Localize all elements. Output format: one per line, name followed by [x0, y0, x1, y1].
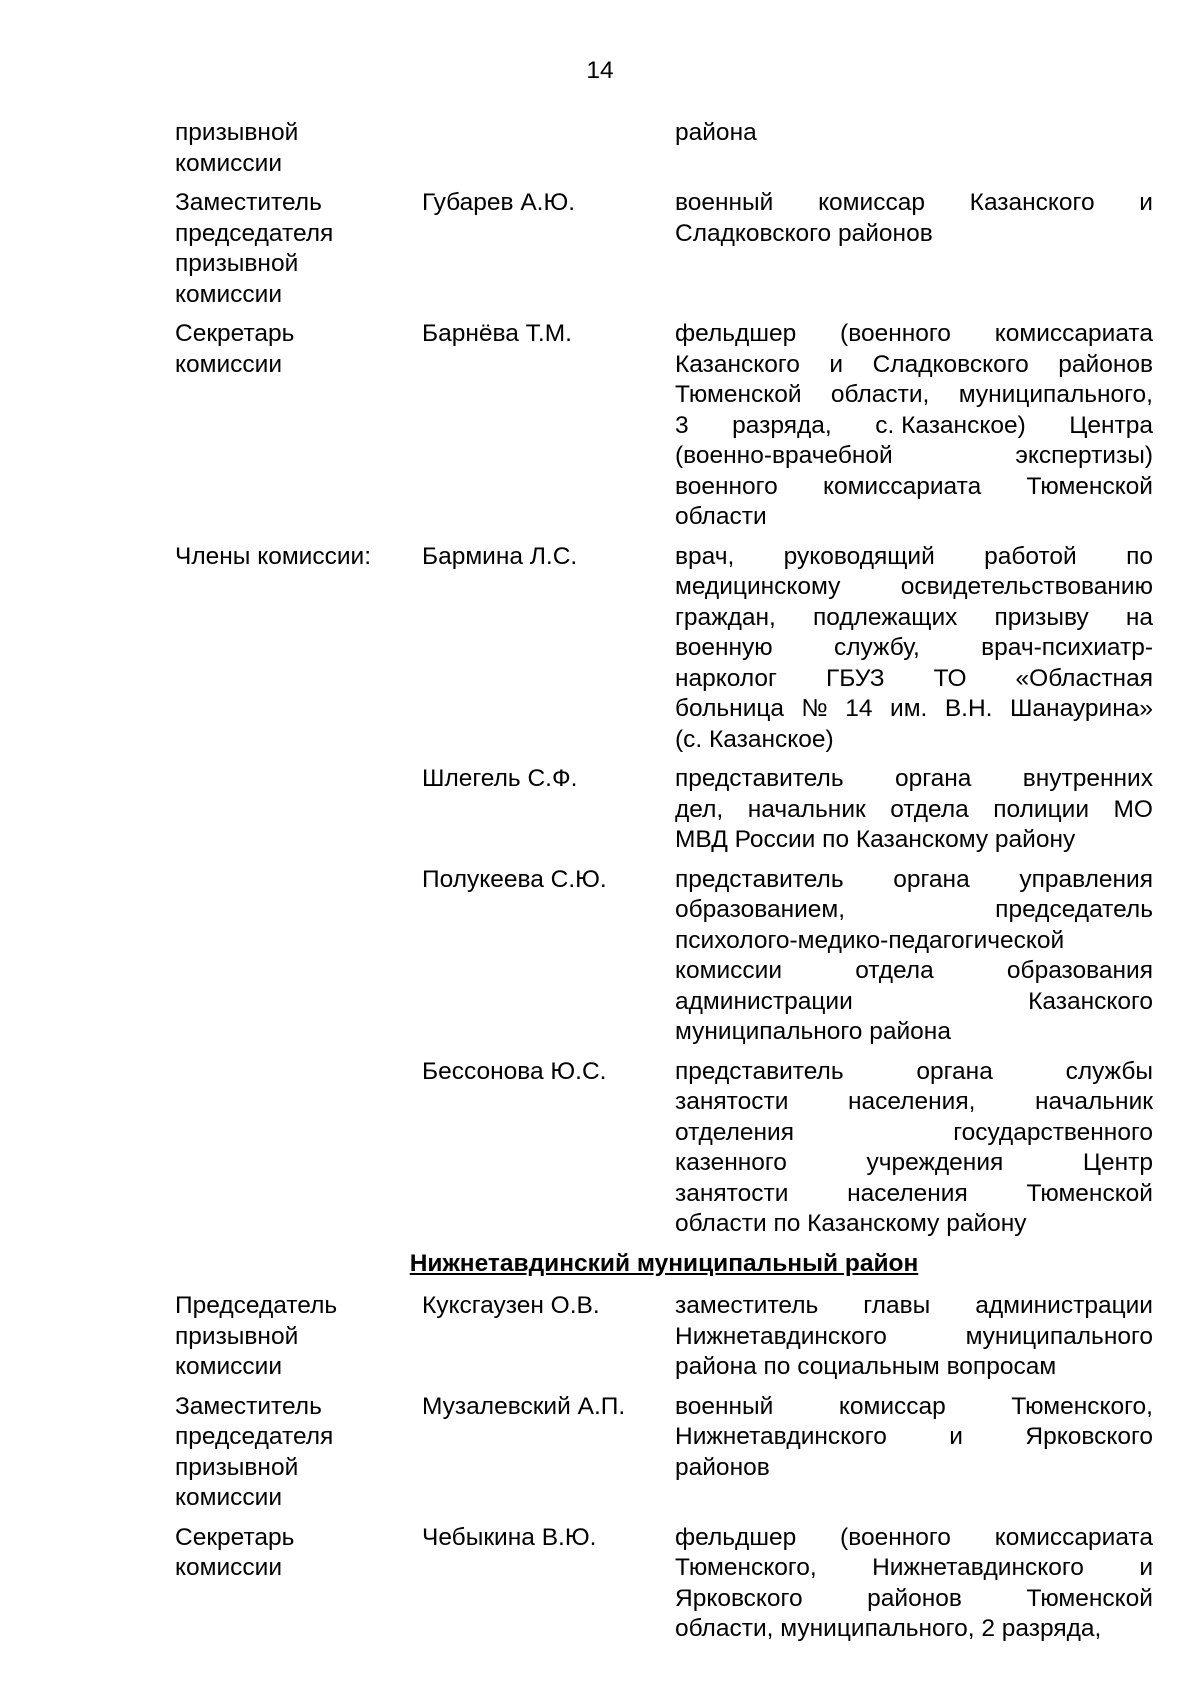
position-line: [675, 1523, 1153, 1554]
member-name: Губарев А.Ю.: [422, 189, 576, 216]
position-word: экспертизы): [1015, 442, 1153, 469]
commission-table-nizhnetavdinsky: [175, 1291, 1153, 1645]
member-name: Куксгаузен О.В.: [422, 1292, 600, 1319]
position-word: муниципального: [965, 1322, 1153, 1350]
position-word: (с. Казанское): [675, 725, 834, 753]
position-word: службы: [1065, 1057, 1153, 1085]
position-word: «Областная: [1015, 664, 1153, 692]
position-word: комиссии: [675, 957, 783, 984]
position-word: отделения: [675, 1118, 795, 1146]
position-line: [675, 502, 1153, 533]
position-line: [675, 633, 1153, 664]
position-word: комиссар: [818, 189, 925, 216]
role-line: Секретарь: [175, 1523, 295, 1551]
member-role: [175, 118, 422, 179]
role-line: Заместитель: [175, 1392, 322, 1420]
position-word: представитель: [675, 865, 844, 893]
commission-row: [175, 865, 1153, 1048]
position-word: государственного: [953, 1118, 1153, 1146]
position-word: врач-психиатр-: [981, 634, 1153, 661]
position-word: Нижнетавдинского: [675, 1322, 887, 1350]
commission-row: [175, 118, 1153, 179]
position-word: начальник: [1034, 1088, 1153, 1115]
position-word: военный: [675, 189, 774, 216]
member-position: [675, 1392, 1153, 1514]
position-line: [675, 441, 1153, 472]
position-word: Ярковского: [675, 1584, 803, 1612]
commission-row: [175, 319, 1153, 533]
position-word: учреждения: [866, 1149, 1004, 1176]
position-word: 14: [845, 695, 873, 722]
position-word: военную: [675, 634, 773, 661]
position-word: по: [1126, 542, 1153, 570]
position-word: МО: [1113, 795, 1153, 823]
position-word: Тюменской: [1026, 1179, 1153, 1207]
position-word: Тюменского,: [675, 1554, 817, 1581]
position-word: разряда,: [1001, 1615, 1102, 1642]
role-line: комиссии: [175, 149, 283, 177]
role-line: комиссии: [175, 1554, 283, 1581]
member-name: Бармина Л.С.: [422, 542, 578, 570]
position-word: Тюменской: [1026, 1584, 1153, 1612]
position-line: [675, 725, 1153, 756]
position-word: комиссариата: [994, 320, 1153, 347]
commission-row: [175, 1057, 1153, 1240]
member-role: [175, 1291, 422, 1383]
member-role: [175, 188, 422, 310]
position-word: 2: [981, 1615, 995, 1642]
position-line: [675, 1392, 1153, 1423]
position-word: образования: [1006, 957, 1153, 984]
position-word: заместитель: [675, 1292, 819, 1319]
member-position: [675, 118, 1153, 179]
position-word: района: [675, 119, 757, 146]
position-word: Сладковского: [872, 350, 1029, 378]
position-word: Шанаурина»: [1009, 695, 1153, 722]
position-word: психолого-медико-педагогической: [675, 926, 1065, 954]
role-line: комиссии: [175, 280, 283, 308]
member-role: [175, 1523, 422, 1645]
position-word: больница: [675, 695, 785, 722]
position-word: Казанского: [969, 189, 1095, 216]
position-word: отдела: [890, 795, 969, 823]
position-word: председатель: [995, 896, 1153, 923]
position-line: [675, 319, 1153, 350]
position-word: и: [949, 1423, 963, 1450]
position-line: [675, 926, 1153, 957]
position-line: [675, 1553, 1153, 1584]
commission-row: [175, 542, 1153, 756]
section-heading: Нижнетавдинский муниципальный район: [409, 1249, 919, 1277]
position-line: [675, 542, 1153, 573]
role-line: призывной: [175, 1453, 299, 1481]
position-line: [675, 1148, 1153, 1179]
position-line: [675, 1453, 1153, 1484]
position-line: [675, 1352, 1153, 1383]
position-line: [675, 1291, 1153, 1322]
position-line: [675, 1017, 1153, 1048]
position-word: Центр: [1082, 1149, 1153, 1176]
position-word: Казанского: [1028, 987, 1153, 1015]
position-word: занятости: [675, 1088, 789, 1115]
position-word: с. Казанское): [875, 411, 1026, 439]
position-line: [675, 572, 1153, 603]
position-line: [675, 1584, 1153, 1615]
position-word: нарколог: [675, 664, 777, 692]
commission-row: [175, 1392, 1153, 1514]
position-line: [675, 472, 1153, 503]
position-word: области: [675, 503, 767, 530]
position-word: МВД России по Казанскому району: [675, 826, 1076, 853]
position-word: администрации: [975, 1292, 1153, 1319]
position-word: №: [801, 695, 828, 722]
position-word: врач,: [675, 542, 735, 570]
position-line: [675, 219, 1153, 250]
position-word: подлежащих: [812, 603, 958, 631]
position-line: [675, 1322, 1153, 1353]
position-word: дел,: [675, 795, 724, 823]
position-line: [675, 694, 1153, 725]
position-line: [675, 956, 1153, 987]
position-word: Тюменского,: [1011, 1392, 1153, 1420]
position-word: Тюменской: [1026, 472, 1153, 500]
position-word: казенного: [675, 1149, 787, 1176]
commission-table-kazansky: [175, 118, 1153, 1240]
position-word: внутренних: [1022, 765, 1153, 792]
member-role: [175, 542, 422, 756]
position-word: района по социальным вопросам: [675, 1353, 1057, 1380]
position-word: комиссар: [838, 1392, 946, 1420]
role-line: председателя: [175, 1423, 334, 1450]
position-word: главы: [863, 1292, 931, 1319]
position-word: муниципального,: [958, 381, 1153, 408]
position-word: районов: [675, 1453, 770, 1481]
position-word: органа: [894, 765, 972, 792]
position-word: районов: [867, 1584, 962, 1612]
position-word: занятости: [675, 1179, 789, 1207]
position-line: [675, 664, 1153, 695]
position-line: [675, 795, 1153, 826]
position-line: [675, 1057, 1153, 1088]
position-line: [675, 1179, 1153, 1210]
position-word: службу,: [833, 634, 920, 661]
position-word: отдела: [855, 957, 934, 984]
position-line: [675, 987, 1153, 1018]
position-word: Казанского: [675, 350, 800, 378]
position-word: им.: [890, 695, 928, 722]
position-word: Нижнетавдинского: [872, 1554, 1084, 1581]
position-word: фельдшер: [675, 1523, 797, 1551]
position-word: начальник: [747, 795, 866, 823]
role-line: призывной: [175, 119, 299, 146]
position-word: Ярковского: [1025, 1423, 1153, 1450]
member-name: Шлегель С.Ф.: [422, 765, 578, 792]
position-line: [675, 1422, 1153, 1453]
role-line: Члены комиссии:: [175, 542, 372, 570]
member-role: [175, 319, 422, 533]
position-word: на: [1125, 603, 1153, 631]
position-word: области,: [830, 381, 930, 408]
page-number: 14: [586, 57, 614, 84]
member-position: [675, 188, 1153, 310]
position-line: [675, 764, 1153, 795]
role-line: председателя: [175, 219, 334, 247]
position-word: (военно-врачебной: [675, 442, 893, 469]
position-word: органа: [916, 1057, 993, 1085]
position-word: образованием,: [675, 896, 846, 923]
commission-row: [175, 764, 1153, 856]
commission-row: [175, 1523, 1153, 1645]
position-word: Центра: [1069, 411, 1153, 439]
position-line: [675, 603, 1153, 634]
role-line: призывной: [175, 250, 299, 277]
member-position: [675, 319, 1153, 533]
member-position: [675, 1057, 1153, 1240]
position-word: полиции: [993, 795, 1090, 823]
position-word: граждан,: [675, 603, 776, 631]
position-line: [675, 380, 1153, 411]
position-word: населения,: [847, 1088, 976, 1115]
position-word: управления: [1019, 865, 1153, 893]
position-word: органа: [893, 865, 970, 893]
position-word: Нижнетавдинского: [675, 1423, 887, 1450]
position-word: В.Н.: [944, 695, 993, 722]
member-role: [175, 1057, 422, 1240]
role-line: Секретарь: [175, 320, 295, 347]
position-word: Сладковского районов: [675, 219, 933, 247]
member-name: Полукеева С.Ю.: [422, 865, 607, 893]
position-line: [675, 895, 1153, 926]
position-word: районов: [1058, 350, 1153, 378]
position-line: [675, 1118, 1153, 1149]
member-position: [675, 764, 1153, 856]
position-word: комиссариата: [822, 472, 982, 500]
position-word: 3: [675, 411, 689, 439]
member-name: Музалевский А.П.: [422, 1392, 626, 1420]
position-word: освидетельствованию: [900, 573, 1153, 600]
role-line: Заместитель: [175, 189, 322, 216]
position-line: [675, 1087, 1153, 1118]
position-line: [675, 411, 1153, 442]
member-name: Бессонова Ю.С.: [422, 1057, 607, 1085]
member-role: [175, 1392, 422, 1514]
commission-row: [175, 188, 1153, 310]
position-word: и: [829, 350, 844, 378]
role-line: призывной: [175, 1322, 299, 1350]
position-word: ГБУЗ: [826, 664, 885, 692]
position-line: [675, 188, 1153, 219]
position-line: [675, 1209, 1153, 1240]
position-word: работой: [984, 542, 1077, 570]
role-line: комиссии: [175, 1484, 283, 1511]
member-position: [675, 1523, 1153, 1645]
position-word: представитель: [675, 1057, 844, 1085]
position-line: [675, 350, 1153, 381]
position-word: военного: [675, 472, 778, 500]
position-word: фельдшер: [675, 320, 797, 347]
member-role: [175, 764, 422, 856]
position-word: (военного: [840, 1523, 951, 1551]
position-line: [675, 118, 1153, 149]
role-line: комиссии: [175, 350, 283, 378]
position-word: муниципального района: [675, 1018, 951, 1045]
member-position: [675, 542, 1153, 756]
commission-row: [175, 1291, 1153, 1383]
member-name: Барнёва Т.М.: [422, 320, 572, 347]
position-line: [675, 865, 1153, 896]
position-word: области,: [675, 1615, 774, 1642]
member-position: [675, 1291, 1153, 1383]
position-word: населения: [847, 1179, 968, 1207]
position-word: ТО: [933, 664, 967, 692]
position-line: [675, 825, 1153, 856]
document-body: [175, 118, 1153, 1654]
position-word: области по Казанскому району: [675, 1210, 1027, 1237]
role-line: комиссии: [175, 1353, 283, 1380]
role-line: Председатель: [175, 1292, 338, 1319]
position-word: муниципального,: [780, 1615, 975, 1642]
member-role: [175, 865, 422, 1048]
position-word: разряда,: [732, 411, 832, 439]
member-name: [422, 118, 675, 179]
position-word: военный: [675, 1392, 774, 1420]
position-word: медицинскому: [675, 573, 841, 600]
member-position: [675, 865, 1153, 1048]
position-word: и: [1139, 1554, 1153, 1581]
position-word: представитель: [675, 765, 844, 792]
position-word: (военного: [840, 320, 951, 347]
position-word: Тюменской: [675, 381, 802, 408]
position-line: [675, 1614, 1153, 1645]
position-word: администрации: [675, 987, 853, 1015]
position-word: призыву: [994, 603, 1089, 631]
position-word: и: [1139, 189, 1153, 216]
member-name: Чебыкина В.Ю.: [422, 1523, 597, 1551]
position-word: руководящий: [783, 542, 935, 570]
position-word: комиссариата: [994, 1523, 1153, 1551]
